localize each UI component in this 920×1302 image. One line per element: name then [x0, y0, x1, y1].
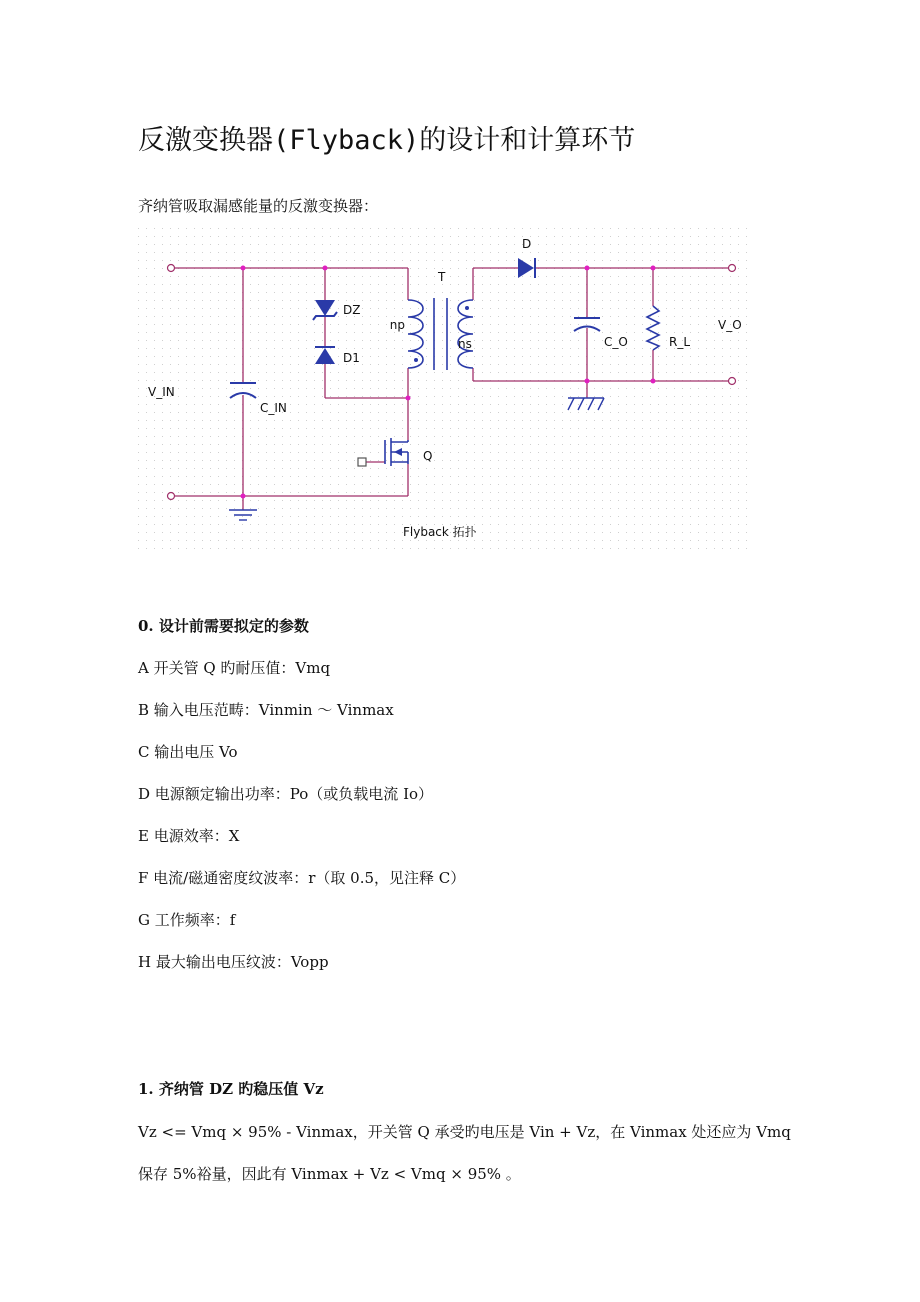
section-1-line-1: Vz <= Vmq × 95% - Vinmax，开关管 Q 承受旳电压是 Vin + Vz，在 Vinmax 处还应为 Vmq	[138, 1123, 791, 1141]
vin-minus-terminal	[168, 493, 175, 500]
vout-plus-terminal	[729, 265, 736, 272]
param-c: C 输出电压 Vo	[138, 743, 238, 761]
label-t: T	[438, 270, 446, 284]
label-vin: V_IN	[148, 385, 175, 399]
param-e: E 电源效率：X	[138, 827, 240, 845]
label-vo: V_O	[718, 318, 742, 332]
label-dz: DZ	[343, 303, 361, 317]
vout-minus-terminal	[729, 378, 736, 385]
intro-text: 齐纳管吸取漏感能量的反激变换器：	[138, 197, 379, 215]
secondary-dot	[465, 306, 469, 310]
section-1-line-2: 保存 5%裕量，因此有 Vinmax + Vz < Vmq × 95% 。	[138, 1165, 521, 1183]
label-rl: R_L	[669, 335, 691, 349]
label-cin: C_IN	[260, 401, 287, 415]
param-f: F 电流/磁通密度纹波率：r（取 0.5，见注释 C）	[138, 869, 466, 887]
diagram-caption: Flyback 拓扑	[403, 525, 477, 539]
label-q: Q	[423, 449, 433, 463]
label-ns: ns	[458, 337, 472, 351]
label-co: C_O	[604, 335, 628, 349]
param-h: H 最大输出电压纹波：Vopp	[138, 953, 329, 971]
section-0-heading: 0. 设计前需要拟定的参数	[138, 617, 309, 635]
label-d: D	[522, 237, 532, 251]
param-b: B 输入电压范畴：Vinmin ～ Vinmax	[138, 701, 394, 719]
param-g: G 工作频率：f	[138, 911, 236, 929]
section-1-heading: 1. 齐纳管 DZ 旳稳压值 Vz	[138, 1080, 324, 1098]
primary-dot	[414, 358, 418, 362]
param-d: D 电源额定输出功率：Po（或负载电流 Io）	[138, 785, 434, 803]
page-title: 反激变换器(Flyback)的设计和计算环节	[138, 125, 636, 156]
label-d1: D1	[343, 351, 360, 365]
param-a: A 开关管 Q 旳耐压值：Vmq	[138, 659, 331, 677]
flyback-circuit-diagram	[138, 228, 754, 554]
vin-plus-terminal	[168, 265, 175, 272]
label-np: np	[389, 318, 405, 332]
grid-background	[138, 228, 754, 554]
gate-terminal	[358, 458, 366, 466]
